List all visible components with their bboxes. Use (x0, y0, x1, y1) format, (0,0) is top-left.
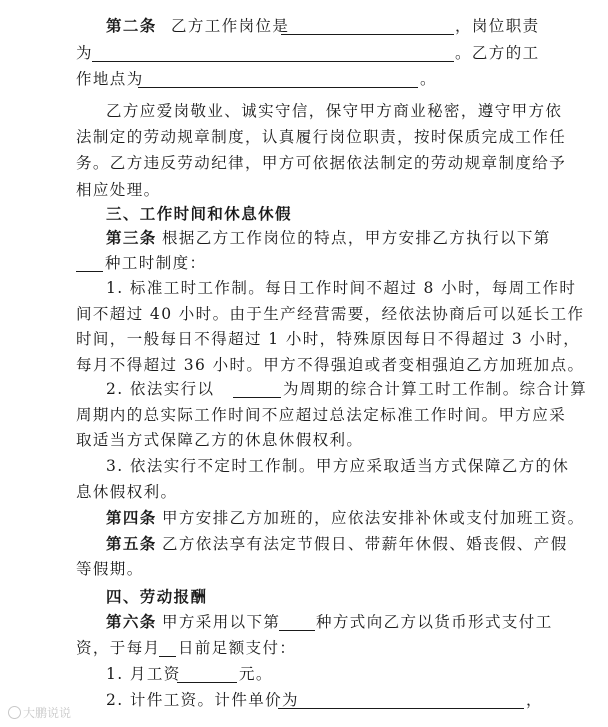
position-blank[interactable] (281, 18, 454, 35)
art3-label: 第三条 (106, 228, 157, 247)
art2-para-line3: 务。乙方违反劳动纪律，甲方可依据依法制定的劳动规章制度给予 (76, 154, 567, 172)
art2-l3-text: 作地点为 (76, 70, 144, 88)
art2-line3 (0, 65, 608, 93)
art4-line1: 第四条 甲方安排乙方加班的，应依法安排补休或支付加班工资。 (0, 504, 608, 532)
art3-item2-line2: 周期内的总实际工作时间不应超过总法定标准工作时间。甲方应采 (76, 406, 567, 424)
art3-item1-line3: 时间，一般每日不得超过 1 小时，特殊原因每日不得超过 3 小时， (76, 330, 581, 348)
hours-system-blank[interactable] (76, 255, 103, 272)
workplace-blank[interactable] (138, 71, 418, 88)
art2-l1-text: 乙方工作岗位是 (171, 17, 290, 35)
art3-item3-line1: 3. 依法实行不定时工作制。甲方应采取适当方式保障乙方的休 (106, 457, 570, 475)
art3-item1-line2: 间不超过 40 小时。由于生产经营需要，经依法协商后可以延长工作 (76, 305, 585, 323)
art6-label: 第六条 (106, 612, 157, 631)
art6-item2: 2. 计件工资。计件单价为 ， (106, 691, 543, 709)
art3-line1: 第三条 根据乙方工作岗位的特点，甲方安排乙方执行以下第 (0, 224, 608, 252)
art2-para-line4: 相应处理。 (76, 181, 161, 199)
art6-line1: 第六条 甲方采用以下第 种方式向乙方以货币形式支付工 (0, 608, 608, 636)
art3-line2: 种工时制度： (0, 249, 608, 277)
cycle-blank[interactable] (233, 381, 281, 398)
art2-line1 (0, 12, 608, 40)
watermark (8, 704, 71, 721)
art6-item1: 1. 月工资 元。 (106, 665, 273, 683)
art5-label: 第五条 (106, 534, 157, 553)
section3-heading: 三、工作时间和休息休假 (106, 204, 292, 223)
piece-rate-blank[interactable] (278, 692, 524, 709)
art5-line1: 第五条 乙方依法享有法定节假日、带薪年休假、婚丧假、产假 (0, 530, 608, 558)
art2-l1-tail: ，岗位职责 (455, 17, 540, 35)
art2-para-line2: 法制定的劳动规章制度，认真履行岗位职责，按时保质完成工作任 (76, 128, 567, 146)
art2-line2 (0, 39, 608, 67)
art4-label: 第四条 (106, 508, 157, 527)
art3-item2-line3: 取适当方式保障乙方的休息休假权利。 (76, 431, 364, 449)
art2-l2-text: 为 (76, 44, 93, 62)
art2-l3-tail: 。 (420, 70, 437, 88)
art3-item1-line1: 1. 标准工时工作制。每日工作时间不超过 8 小时，每周工作时 (106, 279, 577, 297)
art3-item3-line2: 息休假权利。 (76, 483, 178, 501)
section4-heading: 四、劳动报酬 (106, 587, 208, 606)
art2-para-line1: 乙方应爱岗敬业、诚实守信，保守甲方商业秘密，遵守甲方依 (106, 102, 563, 120)
art6-line2: 资，于每月 日前足额支付： (76, 639, 297, 657)
art3-item2-line1: 2. 依法实行以 为周期的综合计算工时工作制。综合计算 (106, 380, 588, 398)
watermark-logo-icon (8, 706, 21, 719)
art2-l2-tail: 。乙方的工 (455, 44, 540, 62)
art5-line2: 等假期。 (76, 560, 144, 578)
art2-label: 第二条 (106, 16, 157, 35)
monthly-wage-blank[interactable] (177, 666, 237, 683)
payment-method-blank[interactable] (279, 614, 315, 631)
art3-item1-line4: 每月不得超过 36 小时。甲方不得强迫或者变相强迫乙方加班加点。 (76, 356, 585, 374)
pay-day-blank[interactable] (159, 640, 176, 657)
duties-blank[interactable] (92, 45, 454, 62)
watermark-text: 大鹏说说 (23, 706, 72, 720)
